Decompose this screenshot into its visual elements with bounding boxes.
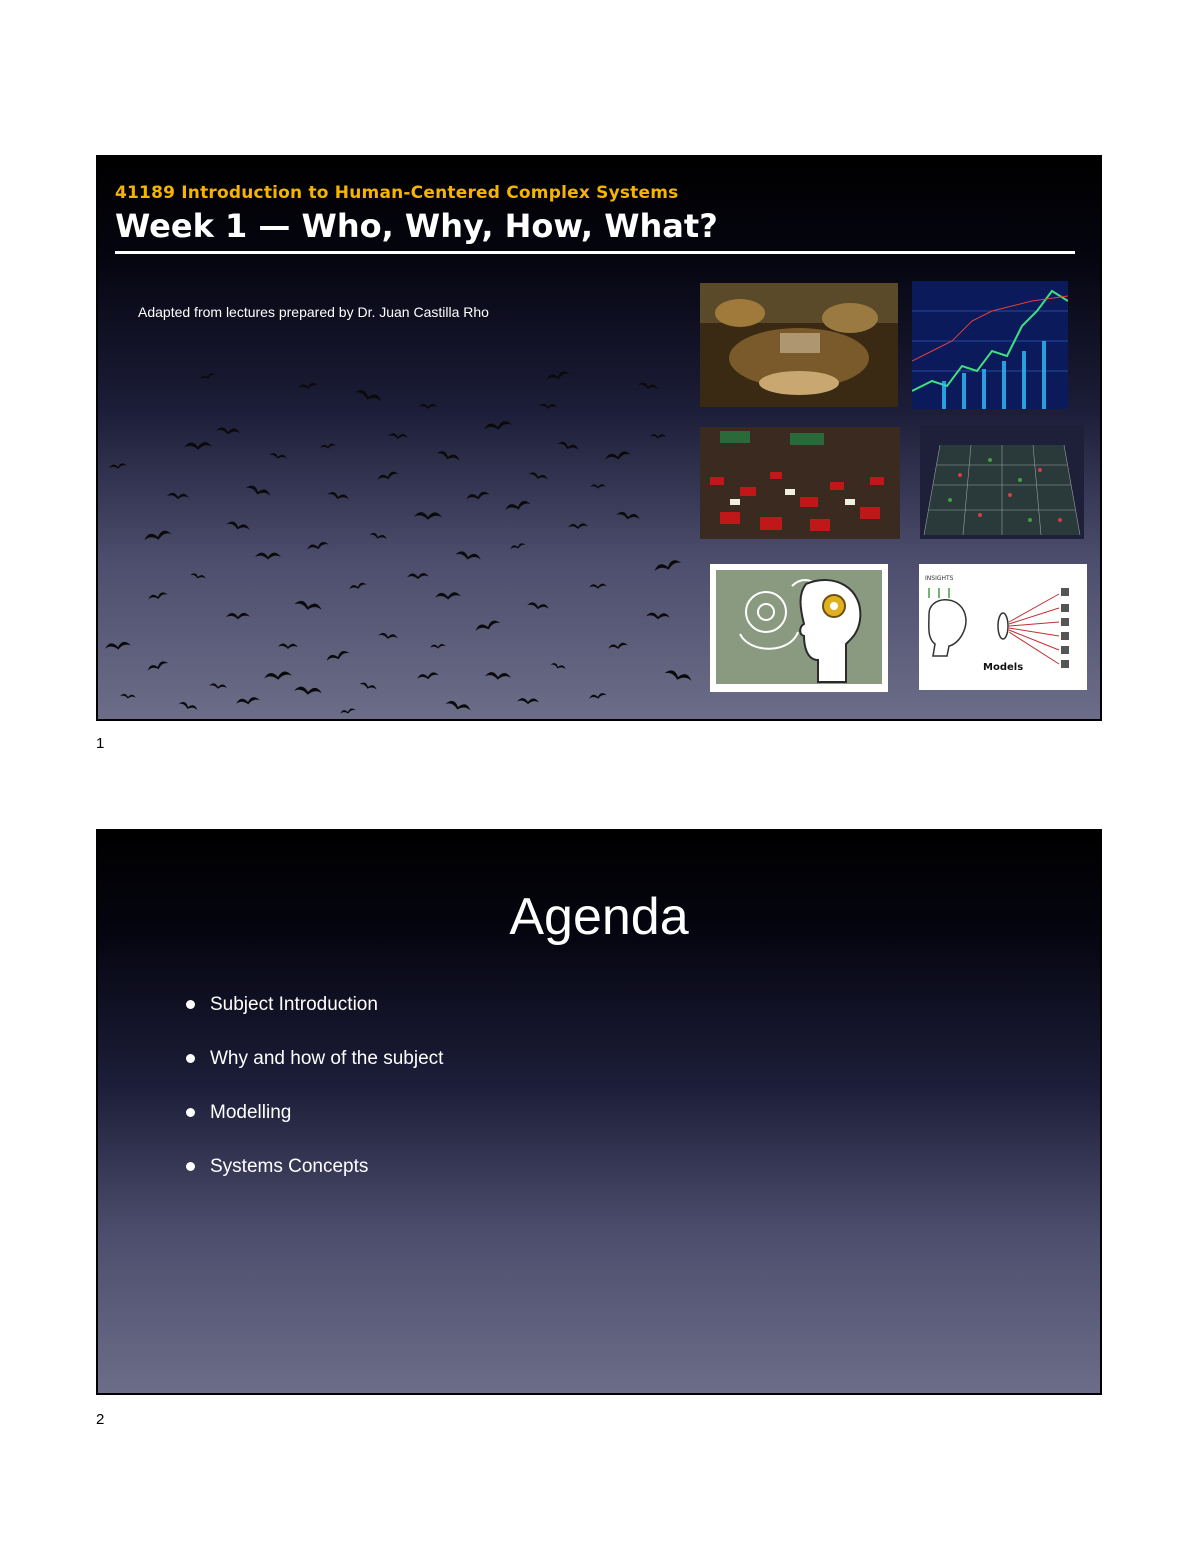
bird-silhouette	[327, 491, 350, 502]
bird-silhouette	[414, 512, 442, 520]
agenda-title: Agenda	[509, 888, 689, 946]
bird-silhouette	[419, 404, 437, 409]
bird-silhouette	[653, 558, 682, 573]
bird-silhouette	[147, 591, 168, 601]
bullet-icon	[186, 1162, 195, 1171]
bird-flock-image	[98, 347, 698, 721]
agenda-item-label: Subject Introduction	[210, 994, 378, 1015]
bird-silhouette	[527, 602, 550, 611]
bird-silhouette	[436, 450, 461, 463]
insights-caption: INSIGHTS	[925, 575, 954, 582]
bird-silhouette	[178, 701, 199, 713]
bullet-icon	[186, 1000, 195, 1009]
bird-silhouette	[278, 643, 298, 649]
bird-silhouette	[417, 672, 440, 681]
course-title: 41189 Introduction to Human-Centered Complex Systems	[115, 183, 679, 203]
bird-silhouette	[483, 420, 512, 432]
bird-silhouette	[255, 553, 281, 560]
bird-silhouette	[589, 583, 607, 589]
bird-silhouette	[184, 442, 212, 451]
bird-silhouette	[359, 681, 378, 691]
bird-silhouette	[320, 443, 336, 450]
agenda-item	[184, 1047, 443, 1101]
bird-silhouette	[209, 683, 227, 690]
models-label: Models	[983, 662, 1024, 673]
bird-silhouette	[445, 699, 472, 712]
agenda-item-label: Modelling	[210, 1102, 292, 1123]
bird-silhouette	[146, 660, 169, 673]
bird-silhouette	[143, 529, 172, 543]
bird-silhouette	[120, 693, 136, 699]
agenda-item-label: Why and how of the subject	[210, 1048, 444, 1069]
bird-silhouette	[340, 708, 357, 716]
bird-silhouette	[349, 582, 368, 591]
bird-silhouette	[474, 619, 501, 634]
bullet-icon	[186, 1108, 195, 1117]
slide-1	[96, 155, 1102, 721]
page-number: 2	[96, 1411, 105, 1428]
bird-silhouette	[216, 427, 241, 436]
bird-silhouette	[245, 484, 272, 499]
bird-silhouette	[109, 463, 127, 470]
bird-silhouette	[510, 542, 527, 551]
bird-silhouette	[539, 403, 557, 409]
bird-silhouette	[485, 672, 511, 681]
bird-silhouette	[590, 484, 606, 489]
bird-silhouette	[105, 641, 132, 651]
bird-silhouette	[568, 523, 588, 529]
bird-silhouette	[616, 511, 641, 522]
bird-silhouette	[264, 671, 293, 681]
bird-silhouette	[430, 644, 446, 650]
agenda-item	[184, 1101, 443, 1155]
agenda-list	[184, 993, 443, 1209]
bird-silhouette	[200, 372, 217, 382]
bird-silhouette	[638, 382, 659, 391]
thinking-head-illustration	[710, 564, 888, 692]
slide-2	[96, 829, 1102, 1395]
bird-silhouette	[388, 433, 408, 440]
bird-silhouette	[517, 698, 539, 705]
bird-silhouette	[236, 696, 261, 706]
bird-silhouette	[557, 440, 580, 452]
bird-silhouette	[608, 642, 629, 651]
bird-silhouette	[455, 550, 482, 562]
credit-text: Adapted from lectures prepared by Dr. Juan Castilla Rho	[138, 304, 489, 320]
agenda-item	[184, 1155, 443, 1209]
bird-silhouette	[369, 532, 388, 541]
bird-silhouette	[378, 632, 399, 640]
bird-silhouette	[325, 649, 350, 663]
bird-silhouette	[190, 573, 207, 581]
bird-silhouette	[226, 613, 250, 620]
agenda-item-label: Systems Concepts	[210, 1156, 369, 1177]
stock-exchange-photo	[700, 283, 898, 407]
bird-silhouette	[294, 599, 323, 612]
bird-silhouette	[589, 692, 608, 700]
bird-silhouette	[376, 470, 399, 482]
bird-silhouette	[504, 500, 531, 513]
title-divider	[115, 251, 1075, 254]
traffic-jam-photo	[700, 427, 900, 539]
agenda-item	[184, 993, 443, 1047]
bird-silhouette	[604, 450, 631, 462]
agent-grid-render	[920, 425, 1084, 539]
bird-silhouette	[269, 452, 288, 460]
bird-silhouette	[298, 382, 319, 390]
bird-silhouette	[226, 520, 251, 532]
bird-silhouette	[294, 686, 323, 696]
bird-silhouette	[550, 662, 567, 671]
bird-silhouette	[545, 370, 570, 382]
models-diagram-image	[919, 564, 1087, 690]
bird-silhouette	[306, 541, 329, 552]
bird-silhouette	[167, 492, 189, 500]
bullet-icon	[186, 1054, 195, 1063]
bird-silhouette	[407, 573, 429, 580]
slide-title: Week 1 — Who, Why, How, What?	[115, 207, 718, 245]
bird-silhouette	[664, 669, 693, 684]
bird-silhouette	[528, 471, 549, 481]
bird-silhouette	[650, 434, 666, 439]
bird-silhouette	[465, 491, 490, 502]
bird-silhouette	[354, 388, 383, 404]
stock-chart-photo	[912, 281, 1068, 409]
page-number: 1	[96, 735, 105, 752]
bird-silhouette	[435, 592, 461, 600]
bird-silhouette	[646, 612, 670, 620]
